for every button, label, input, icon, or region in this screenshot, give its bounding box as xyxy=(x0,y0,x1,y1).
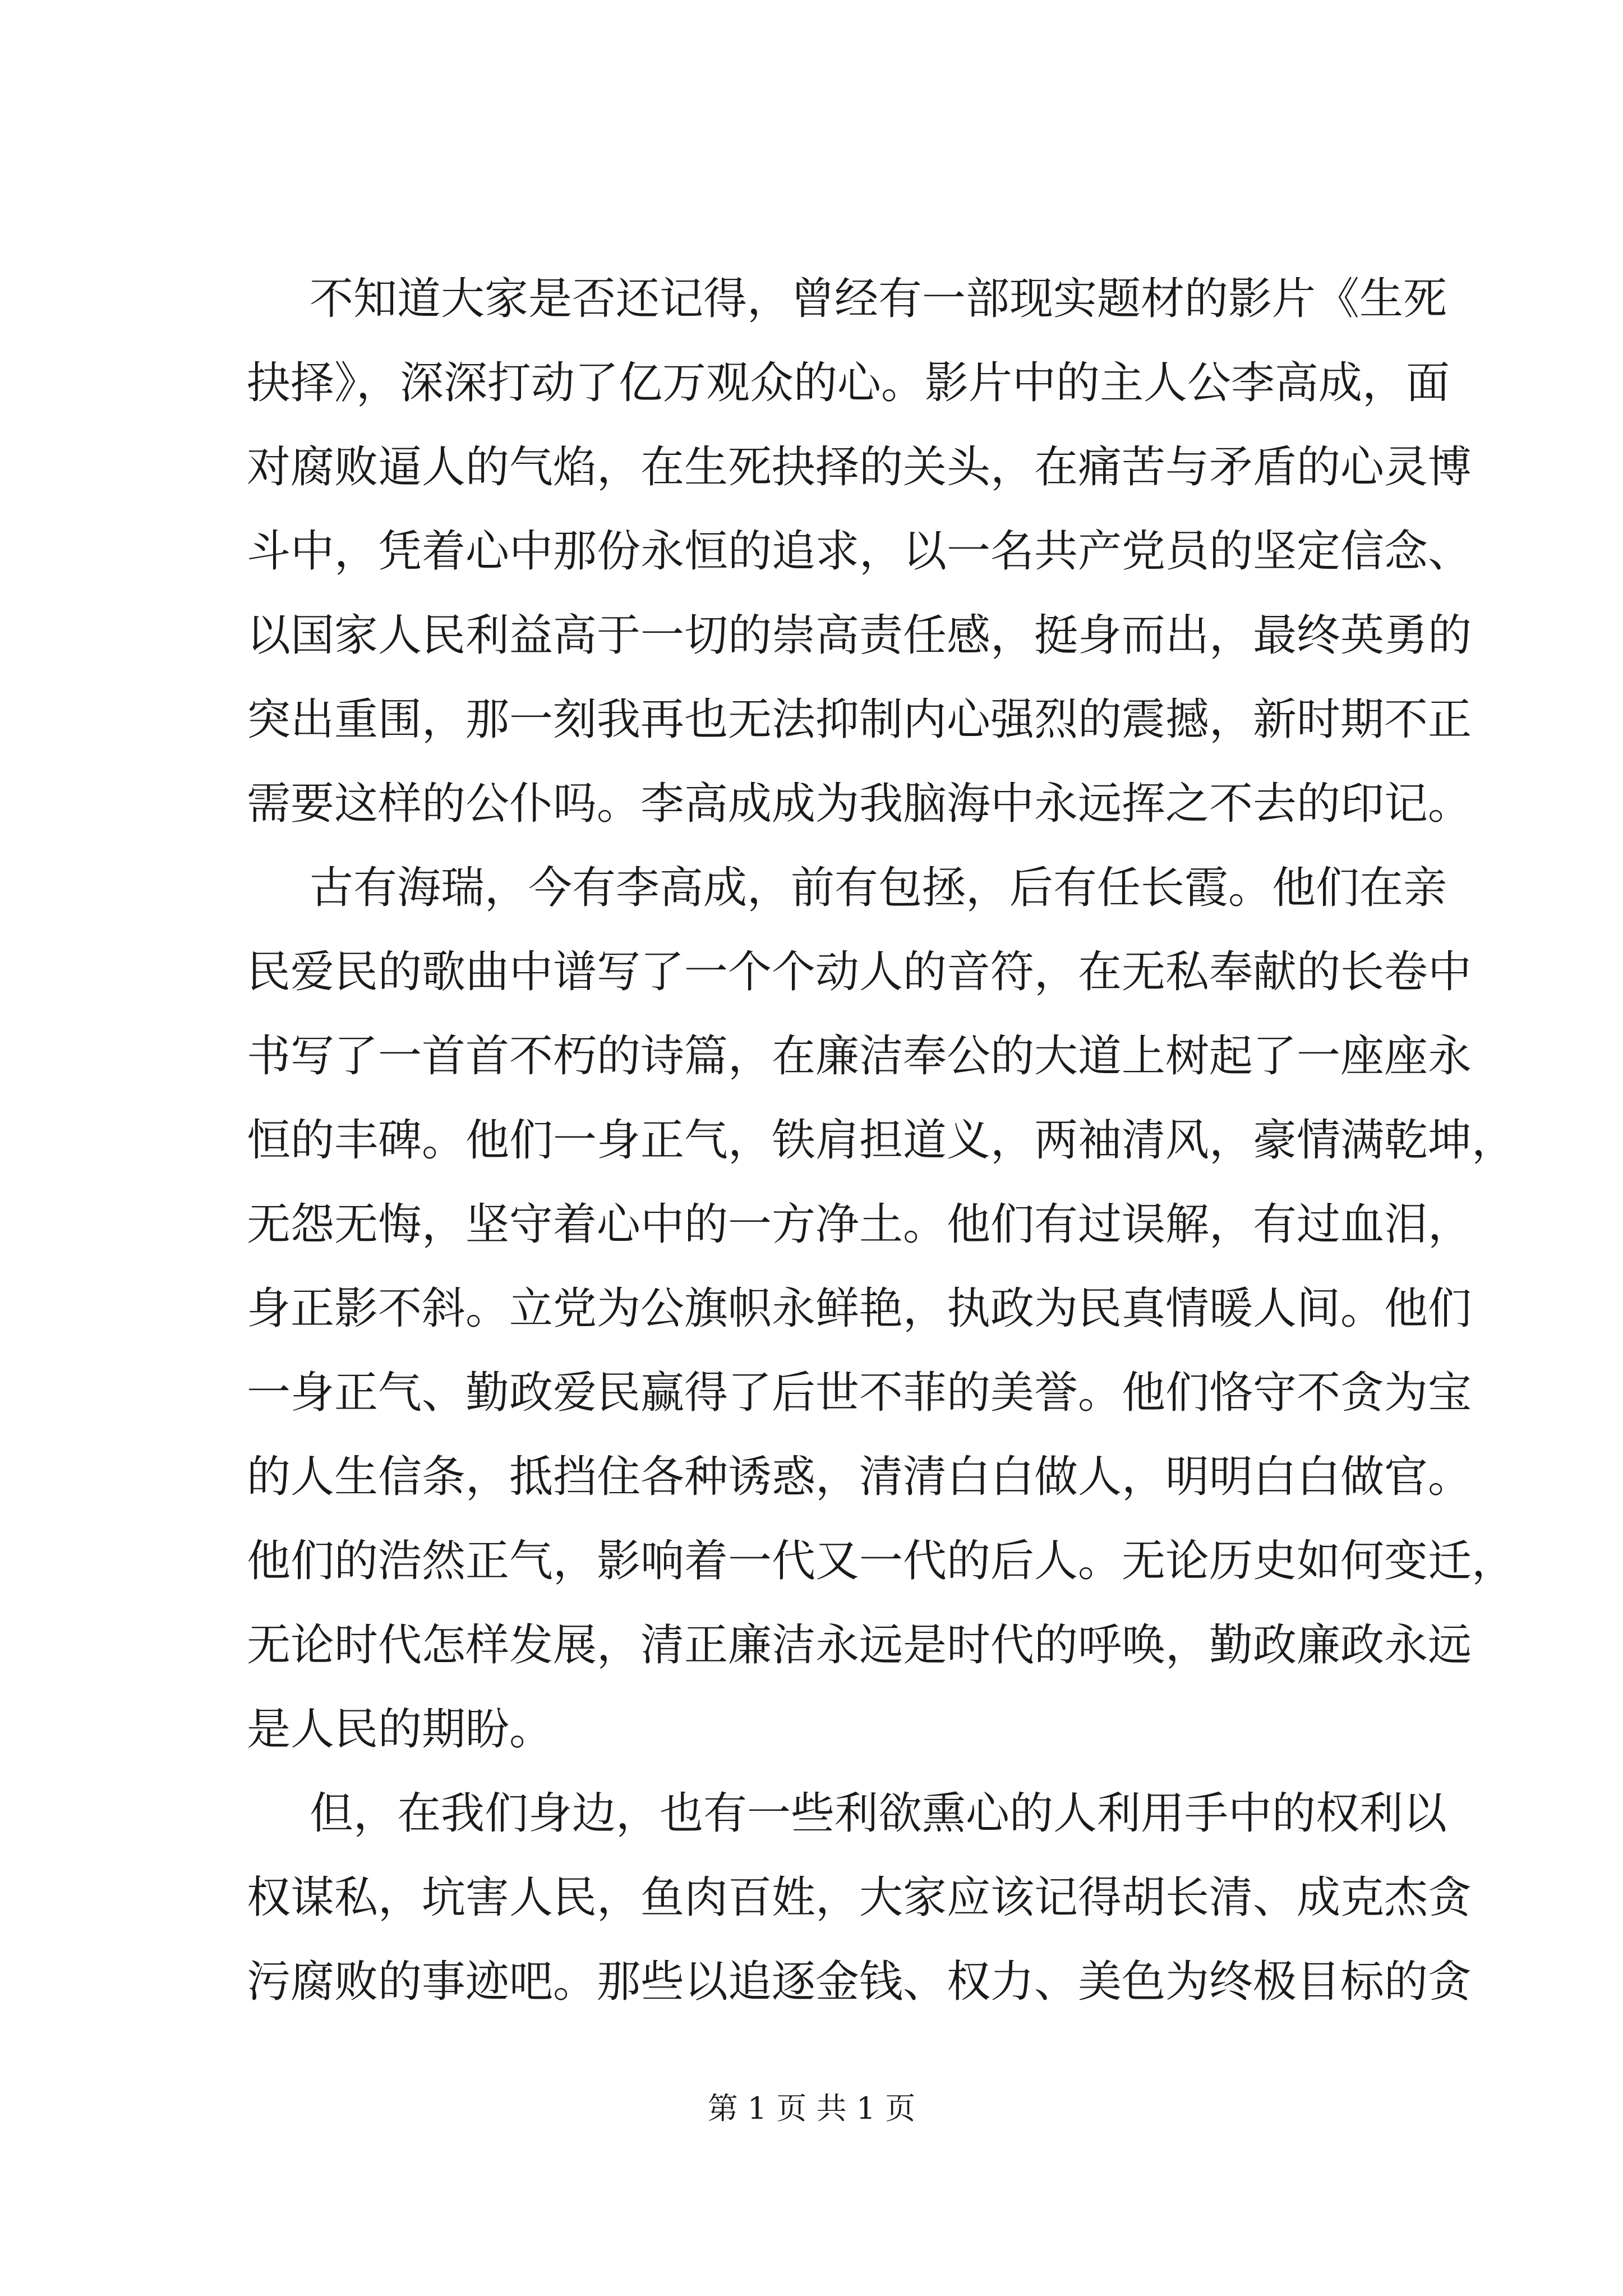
paragraph-2-line-9: 他们的浩然正气，影响着一代又一代的后人。无论历史如何变迁， xyxy=(247,1536,1516,1586)
paragraph-2-line-2: 民爱民的歌曲中谱写了一个个动人的音符，在无私奉献的长卷中 xyxy=(247,947,1472,997)
paragraph-1-line-5: 以国家人民利益高于一切的崇高责任感，挺身而出，最终英勇的 xyxy=(247,610,1472,661)
paragraph-1-line-3: 对腐败逼人的气焰，在生死抉择的关头，在痛苦与矛盾的心灵博 xyxy=(247,442,1472,493)
page-footer xyxy=(0,2089,1623,2128)
paragraph-1-line-4: 斗中，凭着心中那份永恒的追求，以一名共产党员的坚定信念、 xyxy=(247,526,1472,577)
paragraph-2-line-5: 无怨无悔，坚守着心中的一方净土。他们有过误解，有过血泪， xyxy=(247,1199,1472,1250)
page-number-label: 第 1 页 共 1 页 xyxy=(707,2091,916,2126)
paragraph-1-line-1: 不知道大家是否还记得，曾经有一部现实题材的影片《生死 xyxy=(310,274,1447,324)
paragraph-2-line-6: 身正影不斜。立党为公旗帜永鲜艳，执政为民真情暖人间。他们 xyxy=(247,1283,1472,1334)
paragraph-2-line-4: 恒的丰碑。他们一身正气，铁肩担道义，两袖清风，豪情满乾坤， xyxy=(247,1115,1516,1166)
paragraph-1-line-2: 抉择》，深深打动了亿万观众的心。影片中的主人公李高成，面 xyxy=(247,358,1450,408)
paragraph-3-line-2: 权谋私，坑害人民，鱼肉百姓，大家应该记得胡长清、成克杰贪 xyxy=(247,1872,1472,1923)
paragraph-2-line-3: 书写了一首首不朽的诗篇，在廉洁奉公的大道上树起了一座座永 xyxy=(247,1031,1472,1082)
paragraph-1-line-7: 需要这样的公仆吗。李高成成为我脑海中永远挥之不去的印记。 xyxy=(247,779,1472,829)
document-body xyxy=(247,257,1516,2024)
paragraph-2-line-1: 古有海瑞，今有李高成，前有包拯，后有任长霞。他们在亲 xyxy=(310,863,1447,913)
paragraph-2-line-11: 是人民的期盼。 xyxy=(247,1704,554,1755)
paragraph-2-line-7: 一身正气、勤政爱民赢得了后世不菲的美誉。他们恪守不贪为宝 xyxy=(247,1368,1472,1418)
paragraph-1-line-6: 突出重围，那一刻我再也无法抑制内心强烈的震撼，新时期不正 xyxy=(247,694,1472,745)
paragraph-3-line-3: 污腐败的事迹吧。那些以追逐金钱、权力、美色为终极目标的贪 xyxy=(247,1957,1472,2007)
paragraph-2-line-8: 的人生信条，抵挡住各种诱惑，清清白白做人，明明白白做官。 xyxy=(247,1452,1472,1502)
paragraph-3-line-1: 但，在我们身边，也有一些利欲熏心的人利用手中的权利以 xyxy=(310,1788,1447,1839)
paragraph-2-line-10: 无论时代怎样发展，清正廉洁永远是时代的呼唤，勤政廉政永远 xyxy=(247,1620,1472,1671)
